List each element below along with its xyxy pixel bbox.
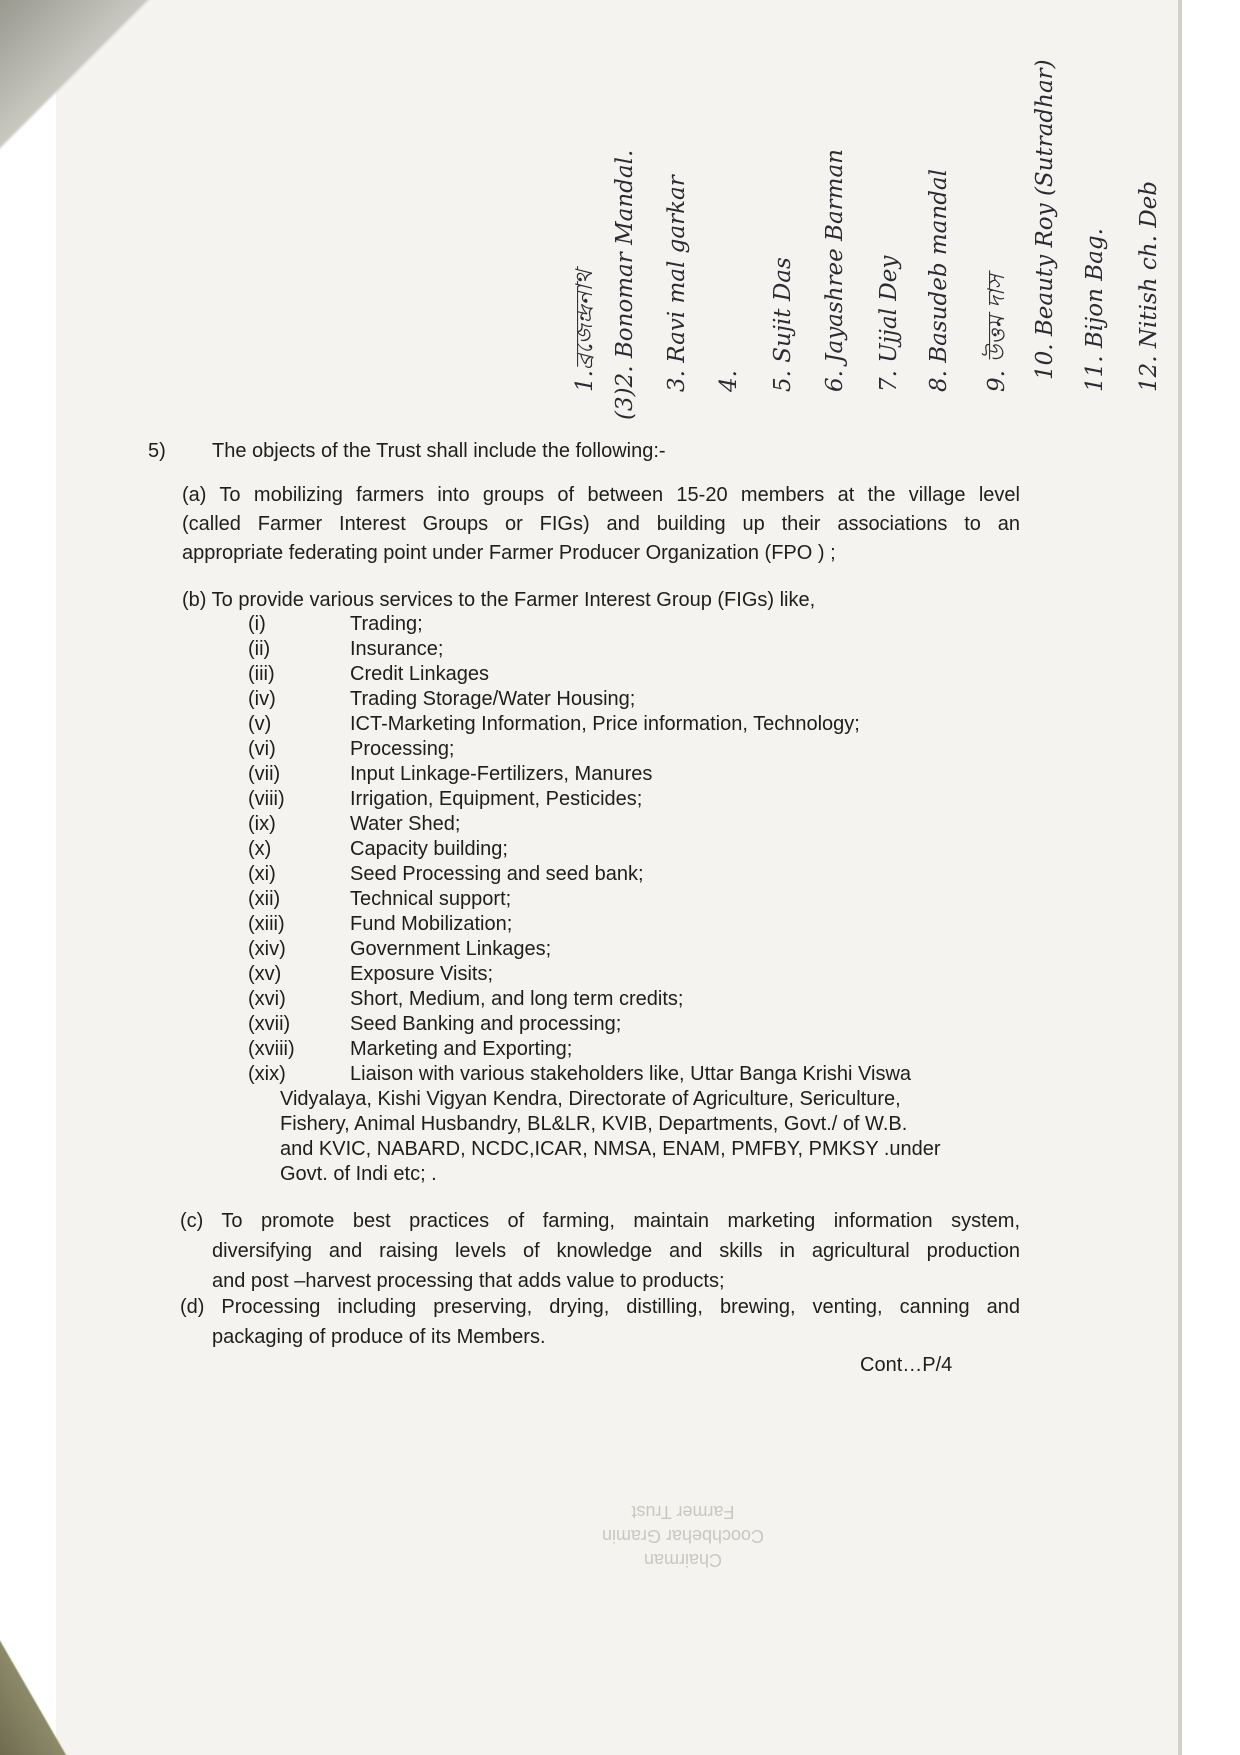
service-xix-continuation-3: and KVIC, NABARD, NCDC,ICAR, NMSA, ENAM, PMFBY, PMKSY .under [280,1138,941,1160]
para-b-intro: (b) To provide various services to the Farmer Interest Group (FIGs) like, [182,589,816,611]
service-number: (ix) [248,813,276,835]
signature-6: 6. Jayashree Barman [822,149,848,392]
service-number: (xix) [248,1063,286,1085]
service-xix-continuation-2: Fishery, Animal Husbandry, BL&LR, KVIB, Departments, Govt./ of W.B. [280,1113,908,1135]
service-number: (ii) [248,638,271,660]
service-text: Processing; [350,738,455,760]
signature-3: 3. Ravi mal garkar [664,175,690,392]
service-text: Seed Banking and processing; [350,1013,622,1035]
service-number: (viii) [248,788,285,810]
para-a-line-2: (called Farmer Interest Groups or FIGs) and building up their associations to an [182,513,1020,535]
faded-stamp [578,1500,788,1572]
service-text: Technical support; [350,888,512,910]
section-heading: The objects of the Trust shall include the following:- [212,440,666,462]
service-text: Water Shed; [350,813,461,835]
service-number: (xi) [248,863,276,885]
signature-10: 10. Beauty Roy (Sutradhar) [1032,59,1058,380]
signature-4: 4. [716,370,742,392]
signature-12: 12. Nitish ch. Deb [1136,181,1162,392]
service-number: (xii) [248,888,281,910]
service-text: Seed Processing and seed bank; [350,863,644,885]
signature-7: 7. Ujjal Dey [876,255,902,392]
para-c-line-3: and post –harvest processing that adds value to products; [212,1270,725,1292]
service-text: Fund Mobilization; [350,913,513,935]
service-text: Trading Storage/Water Housing; [350,688,636,710]
para-d-line-1: (d) Processing including preserving, drying, distilling, brewing, venting, canning and [180,1296,1020,1318]
service-number: (vii) [248,763,281,785]
service-text: Short, Medium, and long term credits; [350,988,684,1010]
service-text: Insurance; [350,638,444,660]
service-xix-continuation-4: Govt. of Indi etc; . [280,1163,437,1185]
service-number: (v) [248,713,272,735]
service-text: ICT-Marketing Information, Price information, Technology; [350,713,860,735]
service-text: Input Linkage-Fertilizers, Manures [350,763,653,785]
service-number: (iv) [248,688,276,710]
section-number: 5) [148,440,166,462]
service-text: Exposure Visits; [350,963,494,985]
service-text: Marketing and Exporting; [350,1038,573,1060]
service-text: Trading; [350,613,423,635]
stamp-line-1: Chairman [643,1550,723,1570]
signature-5: 5. Sujit Das [770,257,796,392]
service-number: (iii) [248,663,275,685]
signature-11: 11. Bijon Bag. [1082,228,1108,392]
signature-8: 8. Basudeb mandal [926,169,952,392]
service-text: Irrigation, Equipment, Pesticides; [350,788,643,810]
para-a-line-1: (a) To mobilizing farmers into groups of between 15-20 members at the village level [182,484,1020,506]
signature-1: 1.ব্রজেন্দ্রনাথ [572,269,598,392]
signature-2: (3)2. Bonomar Mandal. [612,149,638,420]
service-number: (x) [248,838,272,860]
continuation-marker: Cont…P/4 [860,1354,953,1376]
service-text: Credit Linkages [350,663,489,685]
service-xix-continuation-1: Vidyalaya, Kishi Vigyan Kendra, Directorate of Agriculture, Sericulture, [280,1088,901,1110]
para-d-line-2: packaging of produce of its Members. [212,1326,546,1348]
service-number: (i) [248,613,266,635]
service-text: Liaison with various stakeholders like, Uttar Banga Krishi Viswa [350,1063,912,1085]
service-number: (xvii) [248,1013,291,1035]
stamp-line-2: Coochbehar Gramin Farmer Trust [601,1502,765,1546]
service-number: (xiv) [248,938,286,960]
service-number: (xvi) [248,988,286,1010]
para-c-line-2: diversifying and raising levels of knowledge and skills in agricultural production [212,1240,1020,1262]
service-text: Capacity building; [350,838,508,860]
service-number: (vi) [248,738,276,760]
service-text: Government Linkages; [350,938,552,960]
service-number: (xviii) [248,1038,295,1060]
service-number: (xv) [248,963,282,985]
service-number: (xiii) [248,913,285,935]
signature-9: 9. উত্তম দাস [984,274,1010,392]
para-c-line-1: (c) To promote best practices of farming, maintain marketing information system, [180,1210,1020,1232]
para-a-line-3: appropriate federating point under Farmer Producer Organization (FPO ) ; [182,542,836,564]
